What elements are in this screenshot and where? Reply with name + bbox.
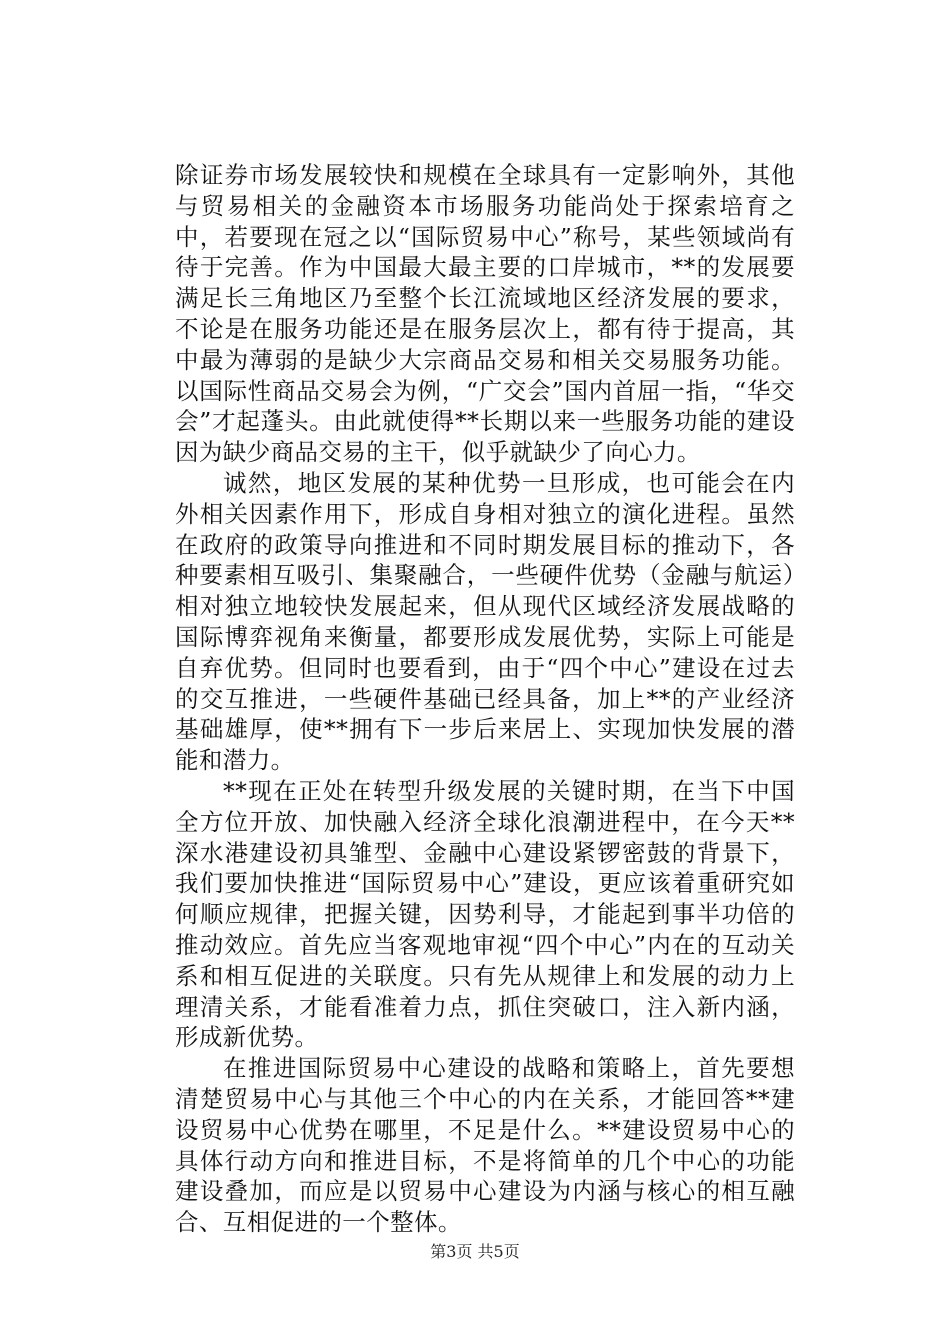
paragraph-3: **现在正处在转型升级发展的关键时期，在当下中国全方位开放、加快融入经济全球化浪潮进程中，在今天**深水港建设初具雏型、金融中心建设紧锣密鼓的背景下，我们要加快推进“国际贸易中心”建设，更应该着重研究如何顺应规律，把握关键，因势利导，才能起到事半功倍的推动效应。首先应当客观地审视“四个中心”内在的互动关系和相互促进的关联度。只有先从规律上和发展的动力上理清关系，才能看准着力点，抓住突破口，注入新内涵，形成新优势。: [175, 776, 795, 1052]
paragraph-2: 诚然，地区发展的某种优势一旦形成，也可能会在内外相关因素作用下，形成自身相对独立的演化进程。虽然在政府的政策导向推进和不同时期发展目标的推动下，各种要素相互吸引、集聚融合，一些硬件优势（金融与航运）相对独立地较快发展起来，但从现代区域经济发展战略的国际博弈视角来衡量，都要形成发展优势，实际上可能是自弃优势。但同时也要看到，由于“四个中心”建设在过去的交互推进，一些硬件基础已经具备，加上**的产业经济基础雄厚，使**拥有下一步后来居上、实现加快发展的潜能和潜力。: [175, 468, 795, 775]
paragraph-1: 除证券市场发展较快和规模在全球具有一定影响外，其他与贸易相关的金融资本市场服务功能尚处于探索培育之中，若要现在冠之以“国际贸易中心”称号，某些领域尚有待于完善。作为中国最大最主要的口岸城市，**的发展要满足长三角地区乃至整个长江流域地区经济发展的要求，不论是在服务功能还是在服务层次上，都有待于提高，其中最为薄弱的是缺少大宗商品交易和相关交易服务功能。以国际性商品交易会为例，“广交会”国内首屈一指，“华交会”才起蓬头。由此就使得**长期以来一些服务功能的建设因为缺少商品交易的主干，似乎就缺少了向心力。: [175, 161, 795, 467]
document-body: [175, 160, 795, 1238]
page-number-footer: 第3页 共5页: [430, 1242, 520, 1261]
paragraph-4: 在推进国际贸易中心建设的战略和策略上，首先要想清楚贸易中心与其他三个中心的内在关系，才能回答**建设贸易中心优势在哪里，不足是什么。**建设贸易中心的具体行动方向和推进目标，不是将简单的几个中心的功能建设叠加，而应是以贸易中心建设为内涵与核心的相互融合、互相促进的一个整体。: [175, 1054, 795, 1237]
